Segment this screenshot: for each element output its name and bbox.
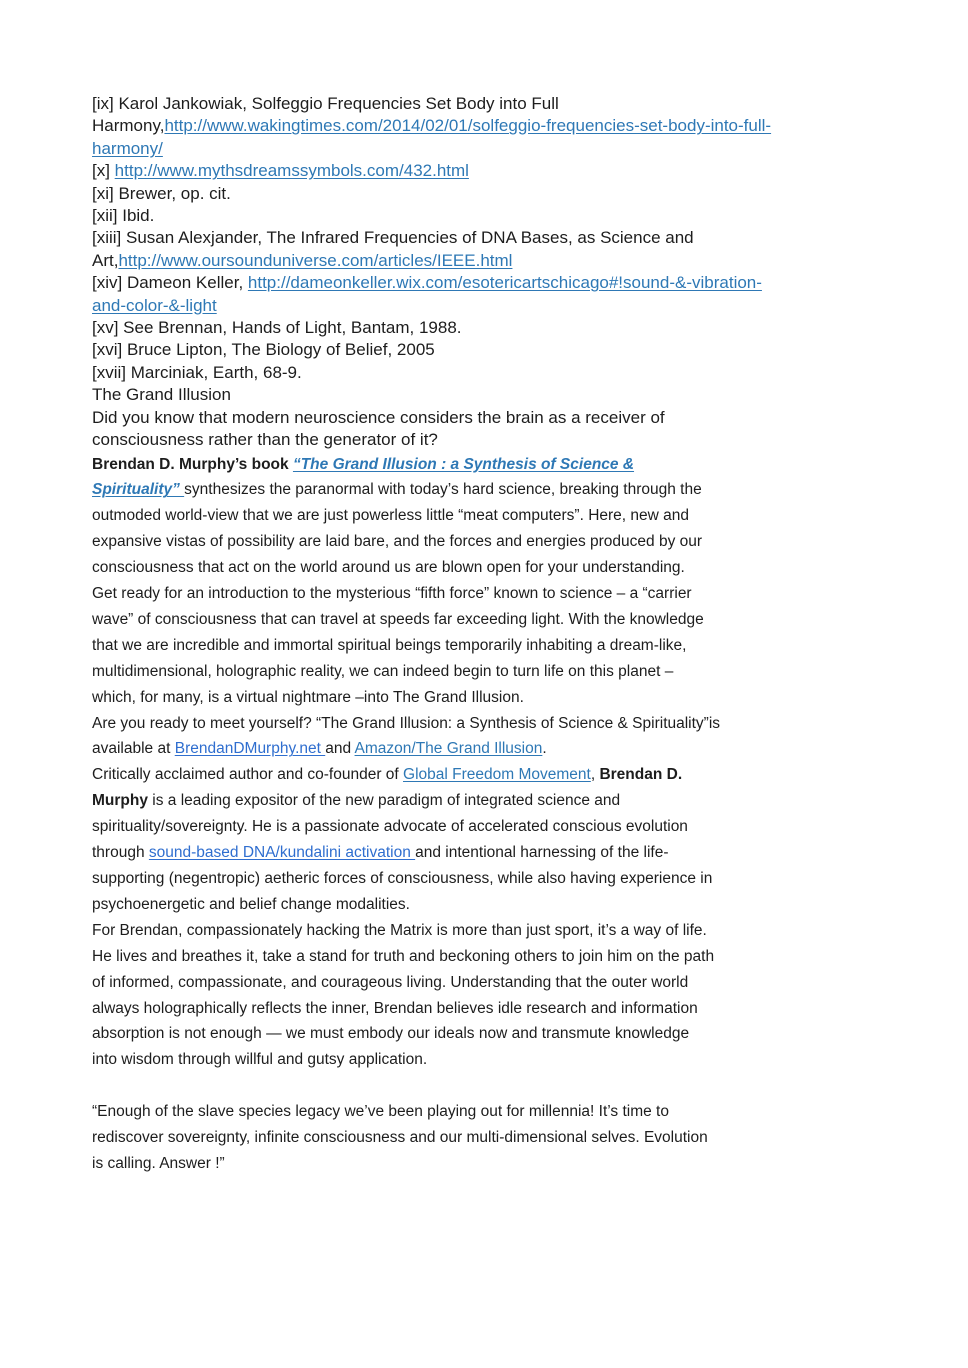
body-line <box>92 1125 886 1151</box>
text-run: Brendan D. <box>599 766 683 784</box>
text-run: outmoded world-view that we are just powerless little “meat computers”. Here, new and <box>92 507 690 525</box>
text-run: Did you know that modern neuroscience considers the brain as a receiver of <box>92 407 665 427</box>
body-line <box>92 918 886 944</box>
text-run: [xvii] Marciniak, Earth, 68-9. <box>92 362 302 382</box>
text-run: through <box>92 844 149 862</box>
text-run: Harmony, <box>92 116 165 136</box>
text-run: [ix] Karol Jankowiak, Solfeggio Frequencies Set Body into Full <box>92 94 559 113</box>
body-line <box>92 1047 886 1073</box>
body-line <box>92 996 886 1022</box>
body-line <box>92 555 886 581</box>
text-run: [xii] Ibid. <box>92 206 155 226</box>
text-run: is a leading expositor of the new paradigm of integrated science and <box>147 792 621 810</box>
dameonkeller-link-continued[interactable]: and-color-&-light <box>92 295 217 315</box>
wakingtimes-link-continued[interactable]: harmony/ <box>92 138 163 158</box>
mythsdreamssymbols-link[interactable]: http://www.mythsdreamssymbols.com/432.html <box>114 161 469 181</box>
body-line <box>92 581 886 607</box>
global-freedom-movement-link[interactable]: Global Freedom Movement <box>403 766 591 784</box>
document-body <box>92 93 886 1177</box>
footnote-line <box>92 93 886 115</box>
text-run: Art, <box>92 250 119 270</box>
body-line <box>92 452 886 478</box>
text-run: [x] <box>92 161 115 181</box>
text-run: [xi] Brewer, op. cit. <box>92 183 231 203</box>
body-line <box>92 685 886 711</box>
text-run: psychoenergetic and belief change modalities. <box>92 895 410 913</box>
footnote-line <box>92 183 886 205</box>
body-line <box>92 866 886 892</box>
body-line <box>92 711 886 737</box>
footnote-line <box>92 115 886 137</box>
text-run: of informed, compassionate, and courageous living. Understanding that the outer world <box>92 973 689 991</box>
footnote-line <box>92 295 886 317</box>
text-run: wave” of consciousness that can travel at speeds far exceeding light. With the knowledge <box>92 610 704 628</box>
body-line <box>92 659 886 685</box>
footnote-line <box>92 272 886 294</box>
brendandmurphy-net-link[interactable]: BrendanDMurphy.net <box>174 740 326 758</box>
text-run: “Enough of the slave species legacy we’ve been playing out for millennia! It’s time to <box>92 1103 669 1121</box>
body-line <box>92 633 886 659</box>
text-run: Murphy <box>92 792 148 810</box>
text-run: absorption is not enough — we must embody our ideals now and transmute knowledge <box>92 1025 690 1043</box>
text-run: Critically acclaimed author and co-founder of <box>92 766 404 784</box>
text-run: supporting (negentropic) aetheric forces of consciousness, while also having experience in <box>92 870 713 887</box>
body-line <box>92 840 886 866</box>
footnote-line <box>92 362 886 384</box>
body-line <box>92 814 886 840</box>
text-run: Are you ready to meet yourself? “The Grand Illusion: a Synthesis of Science & Spirituality”is <box>92 714 721 732</box>
text-run: [xiii] Susan Alexjander, The Infrared Frequencies of DNA Bases, as Science and <box>92 228 694 248</box>
footnote-line <box>92 339 886 361</box>
body-line <box>92 1021 886 1047</box>
footnote-line <box>92 317 886 339</box>
body-line <box>92 970 886 996</box>
body-line <box>92 736 886 762</box>
dna-kundalini-activation-link[interactable]: sound-based DNA/kundalini activation <box>148 844 416 862</box>
body-line <box>92 607 886 633</box>
text-run: spirituality/sovereignty. He is a passionate advocate of accelerated conscious evolution <box>92 818 688 836</box>
footnote-line <box>92 205 886 227</box>
grand-illusion-book-link[interactable]: “The Grand Illusion : a Synthesis of Science & <box>292 455 635 473</box>
body-line <box>92 1099 886 1125</box>
text-run: and <box>325 740 355 758</box>
text-run: [xvi] Bruce Lipton, The Biology of Belief, 2005 <box>92 340 435 360</box>
text-run: that we are incredible and immortal spiritual beings temporarily inhabiting a dream-like, <box>92 636 687 654</box>
text-run: expansive vistas of possibility are laid bare, and the forces and energies produced by our <box>92 533 703 551</box>
text-run: The Grand Illusion <box>92 385 231 405</box>
text-run: into wisdom through willful and gutsy application. <box>92 1051 428 1069</box>
body-line <box>92 892 886 918</box>
text-run: synthesizes the paranormal with today’s hard science, breaking through the <box>184 481 702 499</box>
body-line <box>92 477 886 503</box>
text-run: which, for many, is a virtual nightmare –into The Grand Illusion. <box>92 688 524 706</box>
text-run: and intentional harnessing of the life- <box>415 844 669 862</box>
oursounduniverse-link[interactable]: http://www.oursounduniverse.com/articles/IEEE.html <box>118 250 513 270</box>
text-run: multidimensional, holographic reality, we can indeed begin to turn life on this planet – <box>92 662 674 680</box>
body-line <box>92 529 886 555</box>
grand-illusion-heading <box>92 384 886 406</box>
text-run: consciousness rather than the generator of it? <box>92 430 438 450</box>
footnote-line <box>92 227 886 249</box>
text-run: , <box>590 766 600 784</box>
text-run: For Brendan, compassionately hacking the Matrix is more than just sport, it’s a way of life. <box>92 921 707 939</box>
text-run: consciousness that act on the world around us are blown open for your understanding. <box>92 559 685 577</box>
body-line <box>92 762 886 788</box>
text-run: . <box>542 740 547 758</box>
text-run: Brendan D. Murphy’s book <box>92 455 293 473</box>
text-run: rediscover sovereignty, infinite consciousness and our multi-dimensional selves. Evolution <box>92 1129 708 1147</box>
body-line <box>92 944 886 970</box>
text-run: always holographically reflects the inner, Brendan believes idle research and information <box>92 999 698 1017</box>
wakingtimes-link[interactable]: http://www.wakingtimes.com/2014/02/01/solfeggio-frequencies-set-body-into-full- <box>164 116 772 136</box>
footnote-line <box>92 250 886 272</box>
footnote-line <box>92 160 886 182</box>
footnote-line <box>92 138 886 160</box>
body-line <box>92 503 886 529</box>
text-run: available at <box>92 740 175 758</box>
blank-line <box>92 1073 886 1099</box>
text-run: [xv] See Brennan, Hands of Light, Bantam, 1988. <box>92 318 462 338</box>
body-line <box>92 1151 886 1177</box>
footnote-line <box>92 429 886 451</box>
text-run: is calling. Answer !” <box>92 1154 225 1172</box>
text-run <box>92 1077 96 1094</box>
body-line <box>92 788 886 814</box>
text-run: He lives and breathes it, take a stand for truth and beckoning others to join him on the path <box>92 947 715 965</box>
grand-illusion-book-link-continued[interactable]: Spirituality” <box>92 481 185 499</box>
footnote-line <box>92 407 886 429</box>
dameonkeller-link[interactable]: http://dameonkeller.wix.com/esotericartschicago#!sound-&-vibration- <box>247 273 762 293</box>
text-run: Get ready for an introduction to the mysterious “fifth force” known to science – a “carrier <box>92 585 692 603</box>
text-run: [xiv] Dameon Keller, <box>92 273 248 293</box>
amazon-grand-illusion-link[interactable]: Amazon/The Grand Illusion <box>354 740 543 758</box>
